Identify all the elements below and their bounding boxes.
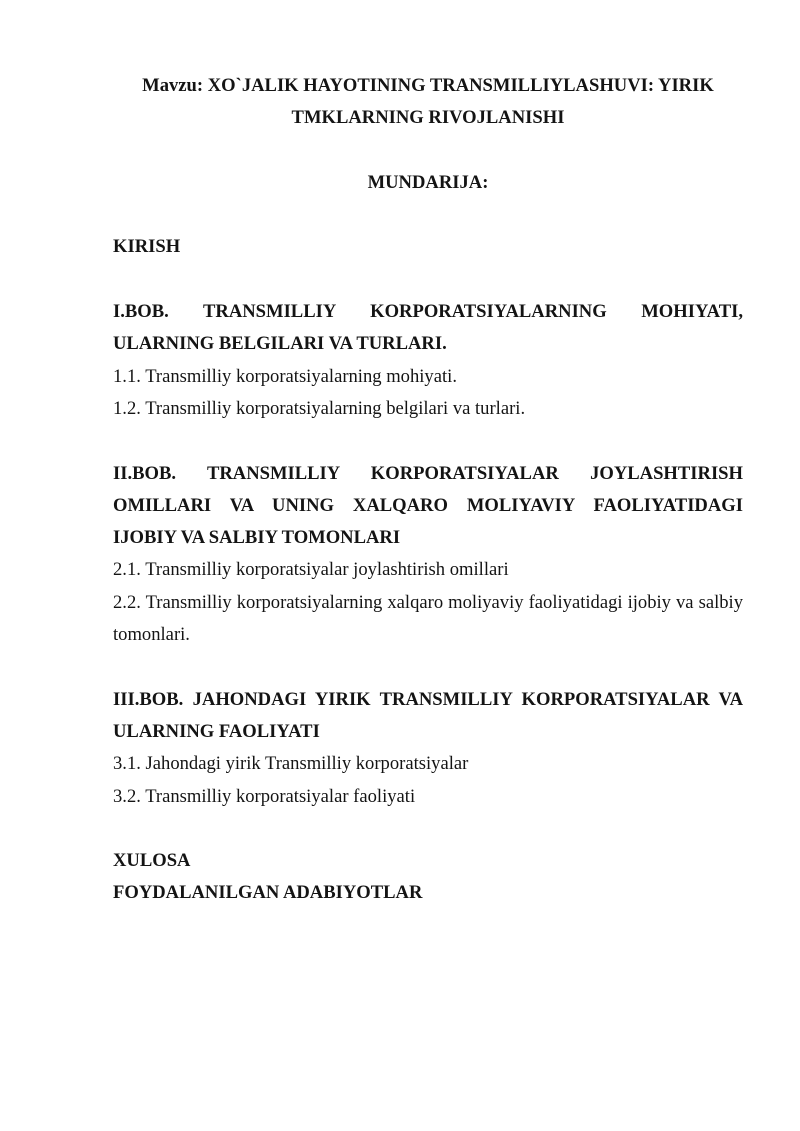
spacer: [113, 651, 743, 683]
toc-entry-kirish: KIRISH: [113, 236, 181, 258]
chapter2-heading-line3: IJOBIY VA SALBIY TOMONLARI: [113, 527, 401, 549]
spacer: [113, 135, 743, 167]
toc-entry-xulosa: XULOSA: [113, 850, 191, 872]
chapter1-heading-line1: I.BOB. TRANSMILLIY KORPORATSIYALARNING MOHIYATI,: [113, 301, 743, 323]
chapter1-item-2: 1.2. Transmilliy korporatsiyalarning belgilari va turlari.: [113, 397, 526, 419]
spacer: [113, 425, 743, 457]
chapter2-item-2-line1: 2.2. Transmilliy korporatsiyalarning xalqaro moliyaviy faoliyatidagi ijobiy va salbiy: [113, 591, 743, 613]
document-title-line2: TMKLARNING RIVOJLANISHI: [291, 107, 565, 129]
spacer: [113, 199, 743, 231]
chapter2-heading-line2: OMILLARI VA UNING XALQARO MOLIYAVIY FAOLIYATIDAGI: [113, 494, 743, 516]
chapter1-item-1: 1.1. Transmilliy korporatsiyalarning mohiyati.: [113, 365, 457, 387]
spacer: [113, 813, 743, 845]
toc-heading: MUNDARIJA:: [367, 171, 489, 193]
chapter2-item-1: 2.1. Transmilliy korporatsiyalar joylashtirish omillari: [113, 559, 509, 581]
chapter2-item-2-line2: tomonlari.: [113, 624, 190, 646]
document-content: [113, 70, 743, 910]
spacer: [113, 264, 743, 296]
chapter3-item-1: 3.1. Jahondagi yirik Transmilliy korporatsiyalar: [113, 753, 469, 775]
chapter3-item-2: 3.2. Transmilliy korporatsiyalar faoliyati: [113, 785, 416, 807]
document-title-line1: Mavzu: XO`JALIK HAYOTINING TRANSMILLIYLASHUVI: YIRIK: [142, 75, 714, 96]
chapter1-heading-line2: ULARNING BELGILARI VA TURLARI.: [113, 333, 447, 355]
chapter3-heading-line2: ULARNING FAOLIYATI: [113, 720, 320, 742]
chapter2-heading-line1: II.BOB. TRANSMILLIY KORPORATSIYALAR JOYLASHTIRISH: [113, 462, 743, 484]
toc-entry-adabiyotlar: FOYDALANILGAN ADABIYOTLAR: [113, 882, 423, 904]
chapter3-heading-line1: III.BOB. JAHONDAGI YIRIK TRANSMILLIY KORPORATSIYALAR VA: [113, 688, 743, 710]
